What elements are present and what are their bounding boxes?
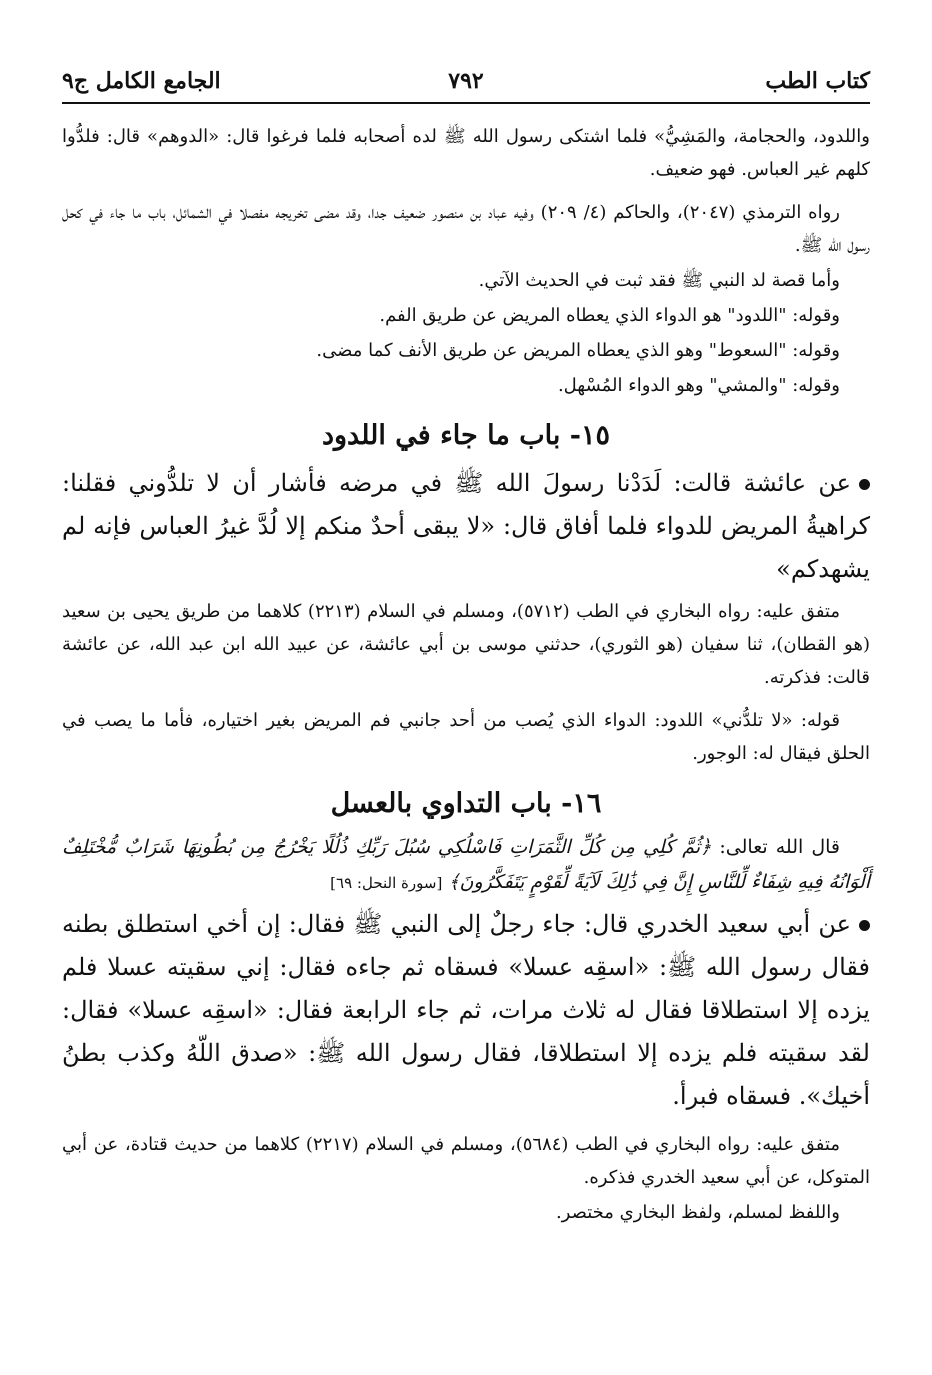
bullet-icon (859, 479, 870, 490)
hadith-body: عن عائشة قالت: لَدَدْنا رسولَ الله ﷺ في مرضه فأشار أن لا تلدُّوني فقلنا: كراهيةُ المريض للدواء فلما أفاق قال: «لا يبقى أحدٌ منكم إلا لُدَّ غيرُ العباس فإنه لم يشهدكم» (62, 469, 870, 583)
quran-verse (62, 830, 870, 901)
footnote-note: وقوله: "والمشي" وهو الدواء المُسْهل. (557, 375, 840, 396)
footnote-takhrij: رواه الترمذي (٢٠٤٧)، والحاكم (٤/ ٢٠٩) وفيه عباد بن منصور ضعيف جدا، وقد مضى تخريجه مفصلا في الشمائل، باب ما جاء في كحل رسول الله ﷺ. (62, 202, 870, 256)
hadith-body: عن أبي سعيد الخدري قال: جاء رجلٌ إلى النبي ﷺ فقال: إن أخي استطلق بطنه فقال رسول الله ﷺ: «اسقِه عسلا» فسقاه ثم جاءه فقال: إني سقيته عسلا فلم يزده إلا استطلاقا فقال له ثلاث مرات، ثم جاء الرابعة فقال: «اسقِه عسلا» فقال: لقد سقيته فلم يزده إلا استطلاقا، فقال رسول الله ﷺ: «صدق اللّهُ وكذب بطنُ أخيك». فسقاه فبرأ. (62, 910, 871, 1110)
hadith-commentary: قوله: «لا تلدُّني» اللدود: الدواء الذي يُصب من أحد جانبي فم المريض بغير اختياره، فأما ما يصب في الحلق فيقال له: الوجور. (62, 710, 870, 764)
volume-title: الجامع الكامل ج٩ (62, 68, 221, 94)
footnote-note: وقوله: "اللدود" هو الدواء الذي يعطاه المريض عن طريق الفم. (379, 305, 840, 326)
hadith-commentary: واللفظ لمسلم، ولفظ البخاري مختصر. (555, 1202, 840, 1223)
bullet-icon (859, 920, 870, 931)
page-number: ٧٩٢ (448, 68, 484, 94)
quran-intro: قال الله تعالى: (719, 836, 840, 858)
book-title: كتاب الطب (765, 68, 870, 94)
page-header (62, 62, 870, 104)
section-heading: ١٥- باب ما جاء في اللدود (322, 420, 610, 451)
footnote-continuation: واللدود، والحجامة، والمَشِيُّ» فلما اشتكى رسول الله ﷺ لده أصحابه فلما فرغوا قال: «الدوهم» قال: فلدُّوا كلهم غير العباس. فهو ضعيف. (62, 126, 870, 180)
footnote-note: وأما قصة لد النبي ﷺ فقد ثبت في الحديث الآتي. (478, 270, 840, 291)
quran-reference: [سورة النحل: ٦٩] (330, 874, 443, 892)
hadith-takhrij: متفق عليه: رواه البخاري في الطب (٥٦٨٤)، ومسلم في السلام (٢٢١٧) كلاهما من حديث قتادة، عن أبي المتوكل، عن أبي سعيد الخدري فذكره. (62, 1134, 870, 1188)
section-heading: ١٦- باب التداوي بالعسل (330, 788, 602, 819)
page-content (62, 120, 870, 1231)
footnote-note: وقوله: "السعوط" وهو الذي يعطاه المريض عن طريق الأنف كما مضى. (316, 340, 840, 361)
hadith-takhrij: متفق عليه: رواه البخاري في الطب (٥٧١٢)، ومسلم في السلام (٢٢١٣) كلاهما من طريق يحيى بن سعيد (هو القطان)، ثنا سفيان (هو الثوري)، حدثني موسى بن أبي عائشة، عن عبيد الله ابن عبد الله، عن عائشة قالت: فذكرته. (62, 601, 870, 688)
hadith-text (62, 462, 870, 591)
quran-text: ﴿ثُمَّ كُلِي مِن كُلِّ الثَّمَرَاتِ فَاسْلُكِي سُبُلَ رَبِّكِ ذُلُلًا يَخْرُجُ مِن بُطُونِهَا شَرَابٌ مُّخْتَلِفٌ أَلْوَانُهُ فِيهِ شِفَاءٌ لِّلنَّاسِ إِنَّ فِي ذَٰلِكَ لَآيَةً لِّقَوْمٍ يَتَفَكَّرُونَ﴾ (62, 836, 870, 893)
hadith-text (62, 903, 870, 1118)
